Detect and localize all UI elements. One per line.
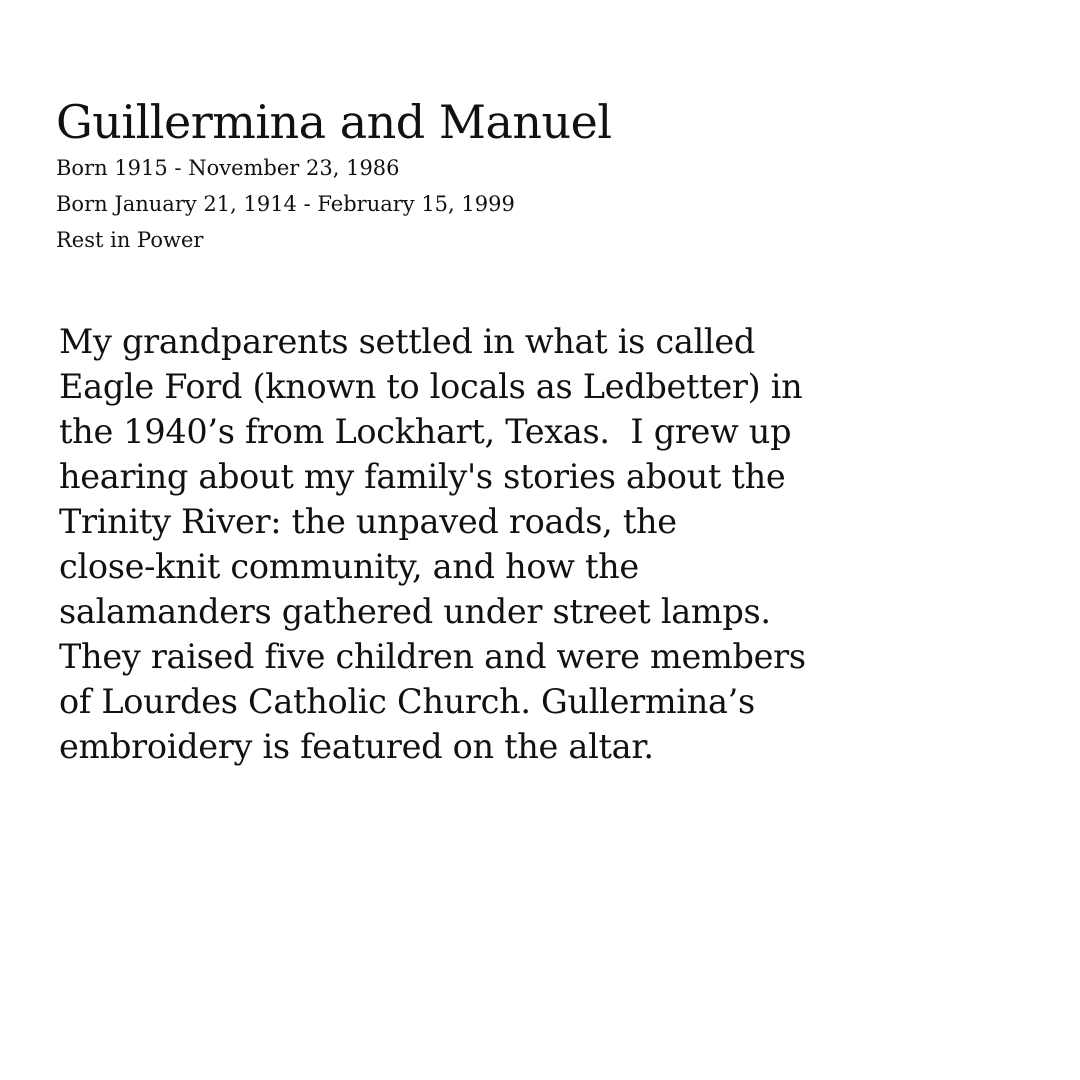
- story-line: Trinity River: the unpaved roads, the: [59, 502, 677, 541]
- story-line: of Lourdes Catholic Church. Gullermina’s: [59, 682, 755, 721]
- page-title: Guillermina and Manuel: [56, 95, 612, 149]
- story-line: hearing about my family's stories about the: [59, 457, 786, 496]
- story-line: Eagle Ford (known to locals as Ledbetter) in: [59, 367, 803, 406]
- life-dates-manuel: Born January 21, 1914 - February 15, 1999: [56, 192, 515, 216]
- life-dates-guillermina: Born 1915 - November 23, 1986: [56, 156, 400, 180]
- dedication-text: Rest in Power: [56, 228, 204, 252]
- story-line: My grandparents settled in what is called: [59, 322, 755, 361]
- story-line: embroidery is featured on the altar.: [59, 727, 654, 766]
- story-line: the 1940’s from Lockhart, Texas. I grew up: [59, 412, 792, 451]
- story-paragraph: [59, 319, 1019, 769]
- memorial-header: [56, 94, 1016, 258]
- story-line: close-knit community, and how the: [59, 547, 639, 586]
- story-line: They raised five children and were members: [59, 637, 806, 676]
- story-line: salamanders gathered under street lamps.: [59, 592, 771, 631]
